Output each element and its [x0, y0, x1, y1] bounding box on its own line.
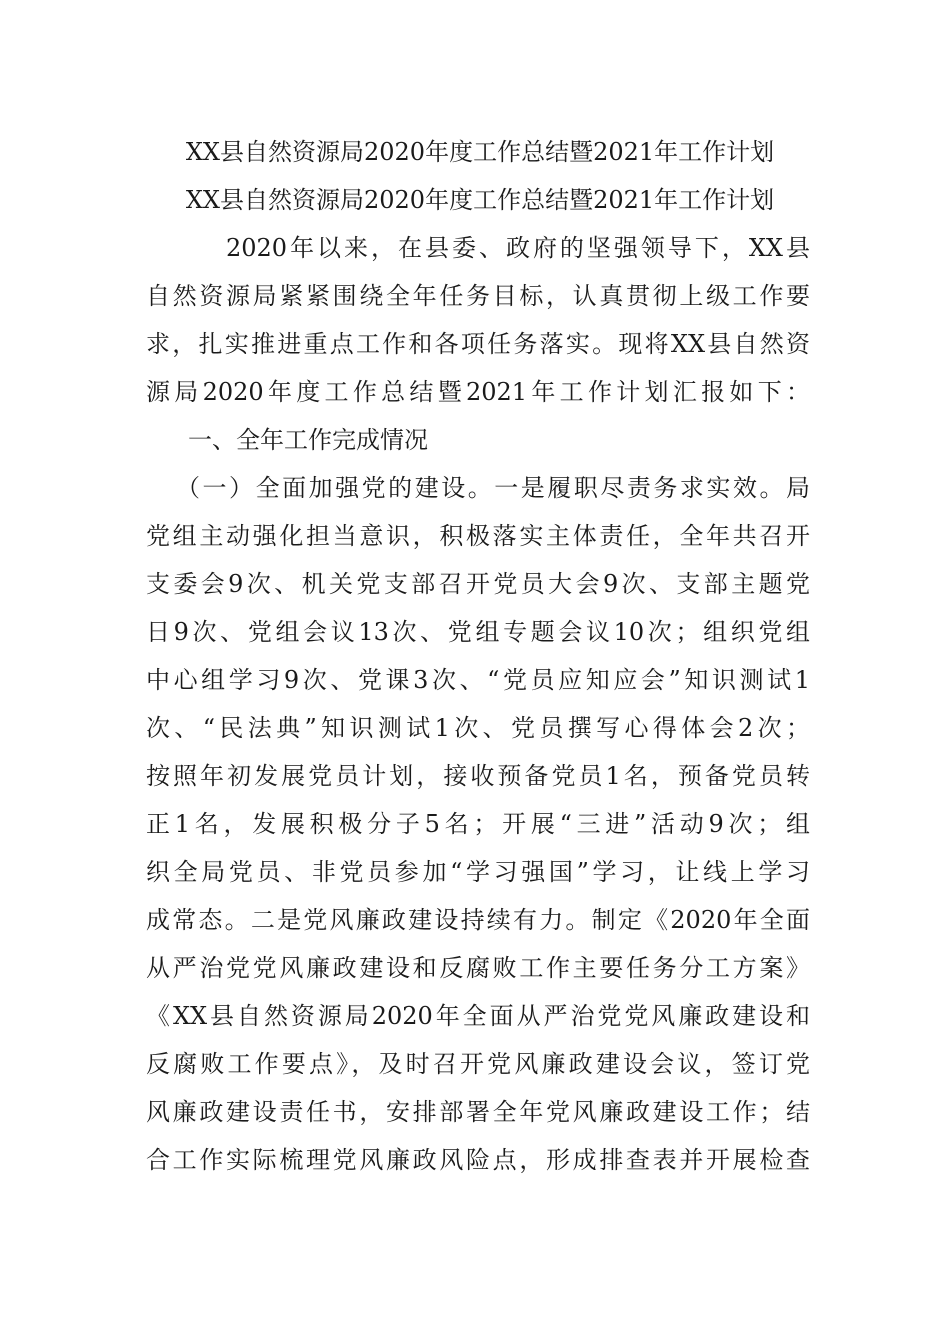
body-line: 正1名，发展积极分子5名；开展“三进”活动9次；组: [146, 810, 810, 838]
intro-line: 源局2020年度工作总结暨2021年工作计划汇报如下：: [146, 378, 810, 406]
body-line: 织全局党员、非党员参加“学习强国”学习，让线上学习: [146, 858, 810, 886]
intro-line: 自然资源局紧紧围绕全年任务目标，认真贯彻上级工作要: [146, 282, 810, 310]
body-line: 按照年初发展党员计划，接收预备党员1名，预备党员转: [146, 762, 810, 790]
body-line: 合工作实际梳理党风廉政风险点，形成排查表并开展检查: [146, 1146, 810, 1174]
document-title: XX县自然资源局2020年度工作总结暨2021年工作计划: [185, 138, 775, 166]
body-line: 日9次、党组会议13次、党组专题会议10次；组织党组: [146, 618, 810, 646]
body-line: 次、“民法典”知识测试1次、党员撰写心得体会2次；: [146, 714, 810, 742]
document-page: [146, 128, 810, 1184]
body-line: 《XX县自然资源局2020年全面从严治党党风廉政建设和: [146, 1002, 810, 1030]
body-line: 中心组学习9次、党课3次、“党员应知应会”知识测试1: [146, 666, 810, 694]
body-line: 从严治党党风廉政建设和反腐败工作主要任务分工方案》: [146, 954, 810, 982]
document-subtitle: XX县自然资源局2020年度工作总结暨2021年工作计划: [185, 186, 775, 214]
body-line: 反腐败工作要点》，及时召开党风廉政建设会议，签订党: [146, 1050, 810, 1078]
intro-line: 2020年以来，在县委、政府的坚强领导下，XX县: [226, 234, 810, 262]
body-line: 成常态。二是党风廉政建设持续有力。制定《2020年全面: [146, 906, 810, 934]
body-line: 党组主动强化担当意识，积极落实主体责任，全年共召开: [146, 522, 810, 550]
body-line: 风廉政建设责任书，安排部署全年党风廉政建设工作；结: [146, 1098, 810, 1126]
body-line: （一）全面加强党的建设。一是履职尽责务求实效。局: [176, 474, 810, 502]
intro-line: 求，扎实推进重点工作和各项任务落实。现将XX县自然资: [146, 330, 810, 358]
section-heading: 一、全年工作完成情况: [188, 426, 428, 454]
body-line: 支委会9次、机关党支部召开党员大会9次、支部主题党: [146, 570, 810, 598]
